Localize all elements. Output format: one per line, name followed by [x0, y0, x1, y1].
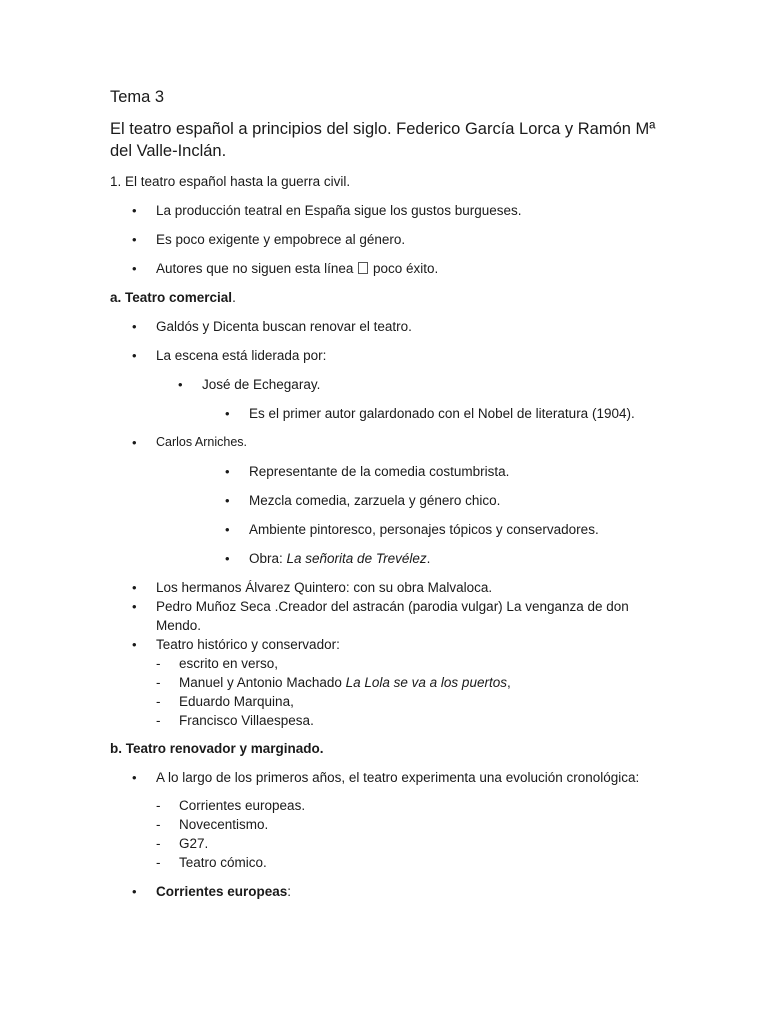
- dash-icon: -: [156, 817, 161, 832]
- bullet-icon: •: [132, 637, 137, 652]
- topic-label: Tema 3: [110, 88, 165, 106]
- list-item: • La producción teatral en España sigue los gustos burgueses.: [132, 203, 522, 218]
- section-a-heading: a. Teatro comercial.: [110, 290, 236, 305]
- list-item: • José de Echegaray.: [178, 377, 321, 392]
- bullet-icon: •: [132, 232, 137, 247]
- dash-item: - Novecentismo.: [156, 817, 269, 832]
- list-item: • Carlos Arniches.: [132, 435, 248, 450]
- bullet-icon: •: [132, 770, 137, 785]
- missing-glyph-icon: [358, 262, 368, 274]
- dash-item: - Eduardo Marquina,: [156, 694, 294, 709]
- bullet-icon: •: [132, 319, 137, 334]
- bullet-icon: •: [132, 435, 137, 450]
- dash-icon: -: [156, 836, 161, 851]
- bullet-icon: •: [225, 493, 230, 508]
- dash-item: - G27.: [156, 836, 209, 851]
- dash-item: - escrito en verso,: [156, 656, 279, 671]
- bullet-icon: •: [225, 551, 230, 566]
- bullet-icon: •: [178, 377, 183, 392]
- bullet-icon: •: [132, 599, 137, 614]
- dash-icon: -: [156, 694, 161, 709]
- list-item: • Es el primer autor galardonado con el Nobel de literatura (1904).: [225, 406, 635, 421]
- dash-item: - Manuel y Antonio Machado La Lola se va a los puertos,: [156, 675, 511, 690]
- list-item: • Ambiente pintoresco, personajes tópicos y conservadores.: [225, 522, 599, 537]
- list-item: • A lo largo de los primeros años, el teatro experimenta una evolución cronológica:: [132, 770, 640, 785]
- bullet-icon: •: [225, 522, 230, 537]
- dash-icon: -: [156, 798, 161, 813]
- bullet-icon: •: [132, 203, 137, 218]
- dash-item: - Teatro cómico.: [156, 855, 267, 870]
- list-item: • Teatro histórico y conservador:: [132, 637, 340, 652]
- document-title: El teatro español a principios del siglo. Federico García Lorca y Ramón Mª del Valle-Inclán.: [110, 120, 656, 160]
- bullet-icon: •: [132, 348, 137, 363]
- bullet-icon: •: [132, 261, 137, 276]
- list-item: • Autores que no siguen esta línea poco éxito.: [132, 261, 439, 276]
- list-item: • Representante de la comedia costumbrista.: [225, 464, 510, 479]
- section-b-heading: b. Teatro renovador y marginado.: [110, 741, 324, 756]
- bullet-icon: •: [225, 464, 230, 479]
- dash-item: - Corrientes europeas.: [156, 798, 306, 813]
- bullet-icon: •: [132, 884, 137, 899]
- section-1-heading: 1. El teatro español hasta la guerra civil.: [110, 174, 351, 189]
- dash-icon: -: [156, 675, 161, 690]
- bullet-icon: •: [225, 406, 230, 421]
- list-item: • Obra: La señorita de Trevélez.: [225, 551, 431, 566]
- list-item: • Corrientes europeas:: [132, 884, 292, 899]
- bullet-icon: •: [132, 580, 137, 595]
- document-body: [110, 86, 670, 901]
- dash-item: - Francisco Villaespesa.: [156, 713, 314, 728]
- list-item: • La escena está liderada por:: [132, 348, 327, 363]
- dash-icon: -: [156, 656, 161, 671]
- list-item: • Es poco exigente y empobrece al género.: [132, 232, 406, 247]
- list-item: • Pedro Muñoz Seca .Creador del astracán (parodia vulgar) La venganza de don Mendo.: [132, 599, 629, 633]
- list-item: • Los hermanos Álvarez Quintero: con su obra Malvaloca.: [132, 580, 493, 595]
- dash-icon: -: [156, 713, 161, 728]
- list-item: • Galdós y Dicenta buscan renovar el teatro.: [132, 319, 412, 334]
- dash-icon: -: [156, 855, 161, 870]
- list-item: • Mezcla comedia, zarzuela y género chico.: [225, 493, 501, 508]
